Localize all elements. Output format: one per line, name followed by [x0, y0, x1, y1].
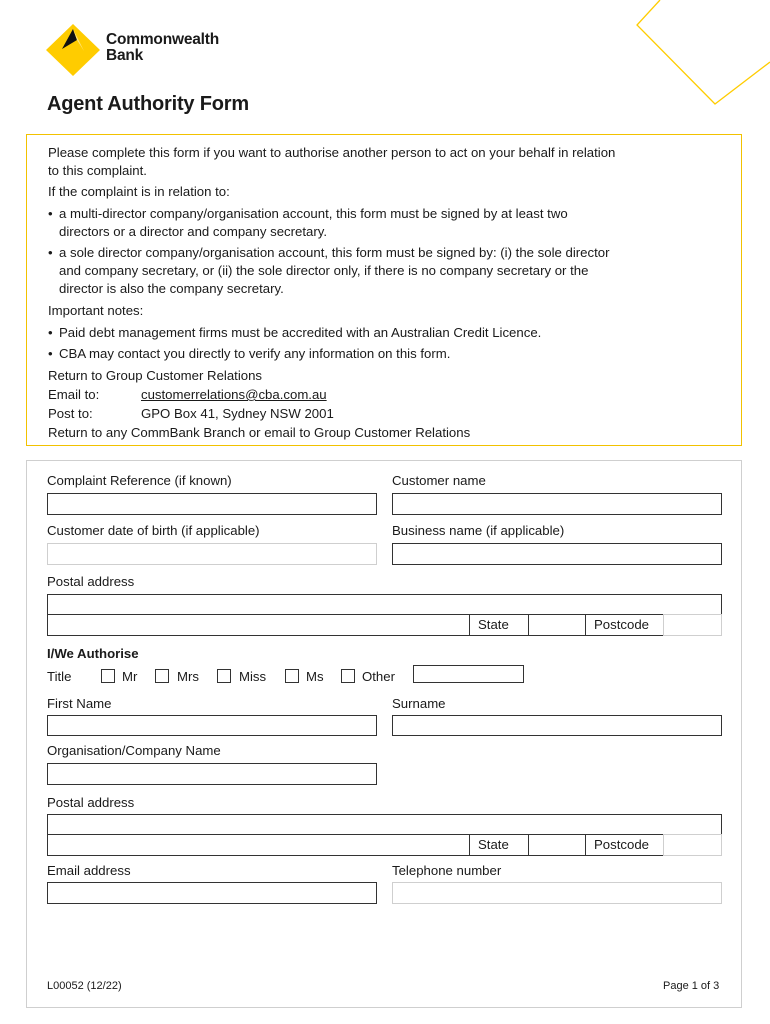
dob-input[interactable] — [47, 543, 377, 565]
email-link[interactable]: customerrelations@cba.com.au — [141, 387, 327, 402]
agent-postal-address-line1-input[interactable] — [47, 814, 722, 835]
bullet-icon: • — [48, 346, 53, 361]
business-name-input[interactable] — [392, 543, 722, 565]
state-label: State — [469, 614, 529, 636]
postal-address-line2-input[interactable] — [47, 614, 470, 636]
page-title: Agent Authority Form — [47, 93, 249, 115]
bullet-icon: • — [48, 245, 53, 260]
surname-label: Surname — [392, 696, 446, 711]
telephone-label: Telephone number — [392, 863, 502, 878]
brand-logo — [44, 22, 264, 78]
brand-name-line1: Commonwealth — [106, 31, 219, 48]
bullet2-text-3: director is also the company secretary. — [59, 281, 284, 296]
telephone-input[interactable] — [392, 882, 722, 904]
business-name-label: Business name (if applicable) — [392, 523, 565, 538]
title-label: Title — [47, 669, 72, 684]
title-miss-checkbox[interactable] — [217, 669, 231, 683]
post-address: GPO Box 41, Sydney NSW 2001 — [141, 406, 334, 421]
return-to-text: Return to Group Customer Relations — [48, 368, 263, 383]
note2-text: CBA may contact you directly to verify any information on this form. — [59, 346, 451, 361]
postal-address-2-label: Postal address — [47, 795, 135, 810]
corner-decoration — [600, 0, 770, 110]
bullet1-text: a multi-director company/organisation account, this form must be signed by at least two — [59, 206, 568, 221]
postcode-label: Postcode — [585, 614, 664, 636]
org-name-input[interactable] — [47, 763, 377, 785]
if-complaint-text: If the complaint is in relation to: — [48, 184, 230, 199]
title-mrs-label: Mrs — [177, 669, 199, 684]
instructions-box — [26, 134, 742, 446]
first-name-input[interactable] — [47, 715, 377, 736]
intro-text: Please complete this form if you want to authorise another person to act on your behalf in relation — [48, 145, 616, 160]
postal-address-label: Postal address — [47, 574, 135, 589]
title-other-checkbox[interactable] — [341, 669, 355, 683]
return-branch-text: Return to any CommBank Branch or email to Group Customer Relations — [48, 425, 471, 440]
intro-text-2: to this complaint. — [48, 163, 147, 178]
dob-label: Customer date of birth (if applicable) — [47, 523, 260, 538]
postcode-2-label: Postcode — [585, 834, 664, 856]
diamond-logo-icon — [44, 22, 102, 78]
surname-input[interactable] — [392, 715, 722, 736]
page-number: Page 1 of 3 — [663, 980, 720, 992]
title-other-label: Other — [362, 669, 395, 684]
state-2-label: State — [469, 834, 529, 856]
email-input[interactable] — [47, 882, 377, 904]
state-input[interactable] — [528, 614, 586, 636]
complaint-ref-input[interactable] — [47, 493, 377, 515]
title-mrs-checkbox[interactable] — [155, 669, 169, 683]
customer-name-label: Customer name — [392, 473, 486, 488]
postcode-input[interactable] — [663, 614, 722, 636]
form-code: L00052 (12/22) — [47, 980, 122, 992]
authorise-heading: I/We Authorise — [47, 646, 139, 661]
email-to-label: Email to: — [48, 387, 100, 402]
title-ms-checkbox[interactable] — [285, 669, 299, 683]
agent-postal-address-line2-input[interactable] — [47, 834, 470, 856]
bullet2-text-2: and company secretary, or (ii) the sole director only, if there is no company secretary or the — [59, 263, 589, 278]
email-address-label: Email address — [47, 863, 131, 878]
org-name-label: Organisation/Company Name — [47, 743, 221, 758]
bullet2-text: a sole director company/organisation account, this form must be signed by: (i) the sole director — [59, 245, 610, 260]
title-mr-checkbox[interactable] — [101, 669, 115, 683]
post-to-label: Post to: — [48, 406, 93, 421]
title-mr-label: Mr — [122, 669, 138, 684]
agent-state-input[interactable] — [528, 834, 586, 856]
bullet1-text-2: directors or a director and company secretary. — [59, 224, 328, 239]
bullet-icon: • — [48, 325, 53, 340]
title-other-input[interactable] — [413, 665, 524, 683]
title-miss-label: Miss — [239, 669, 267, 684]
first-name-label: First Name — [47, 696, 112, 711]
important-notes-heading: Important notes: — [48, 303, 144, 318]
customer-name-input[interactable] — [392, 493, 722, 515]
bullet-icon: • — [48, 206, 53, 221]
brand-name-line2: Bank — [106, 47, 144, 64]
postal-address-line1-input[interactable] — [47, 594, 722, 615]
complaint-ref-label: Complaint Reference (if known) — [47, 473, 232, 488]
agent-postcode-input[interactable] — [663, 834, 722, 856]
note1-text: Paid debt management firms must be accredited with an Australian Credit Licence. — [59, 325, 542, 340]
title-ms-label: Ms — [306, 669, 324, 684]
